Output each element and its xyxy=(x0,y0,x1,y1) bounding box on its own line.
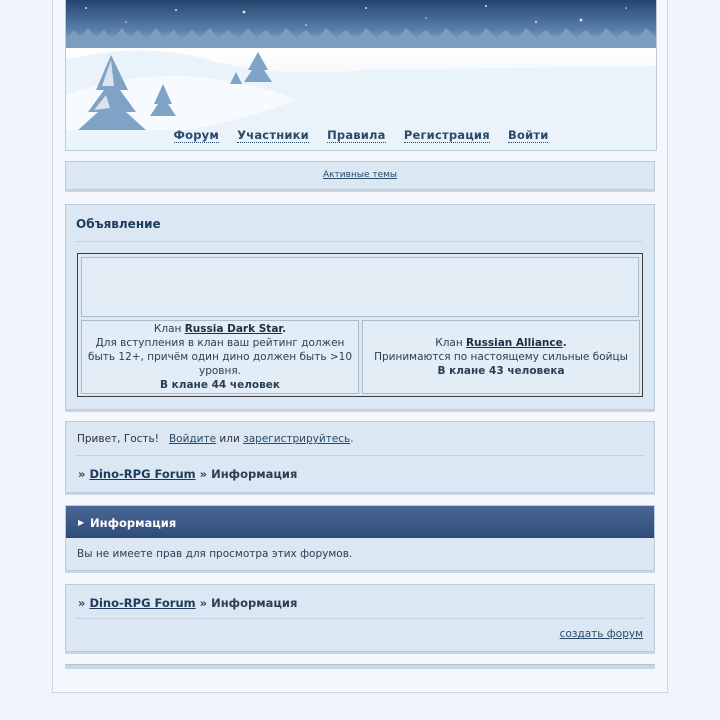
forum-header-banner xyxy=(65,0,657,151)
information-header-bar xyxy=(66,506,654,538)
login-link[interactable]: Войдите xyxy=(168,433,217,445)
bottom-divider xyxy=(65,664,655,669)
announcement-panel xyxy=(65,204,655,410)
nav-login-link[interactable]: Войти xyxy=(508,128,549,142)
clan-cell-russian-alliance xyxy=(362,320,640,394)
period-text: . xyxy=(350,433,354,445)
breadcrumb xyxy=(78,467,297,481)
information-panel xyxy=(65,505,655,571)
footer-panel xyxy=(65,584,655,652)
clan-heading xyxy=(363,336,639,350)
divider xyxy=(76,241,642,242)
divider xyxy=(76,618,644,619)
active-topics-panel xyxy=(65,161,655,190)
breadcrumb-separator: » xyxy=(78,596,90,610)
guest-greeting-panel xyxy=(65,421,655,493)
announcement-table xyxy=(77,253,643,397)
breadcrumb-current: » Информация xyxy=(195,467,298,481)
breadcrumb-forum-link[interactable]: Dino-RPG Forum xyxy=(89,596,196,610)
announcement-empty-cell xyxy=(81,257,639,317)
active-topics-link[interactable]: Активные темы xyxy=(322,170,398,180)
breadcrumb-forum-link[interactable]: Dino-RPG Forum xyxy=(89,467,196,481)
or-text: или xyxy=(216,433,244,445)
nav-register-link[interactable]: Регистрация xyxy=(403,128,490,142)
create-forum-link[interactable]: создать форум xyxy=(559,628,643,640)
clan-prefix: Клан xyxy=(153,323,185,335)
announcement-title: Объявление xyxy=(76,217,161,231)
divider xyxy=(76,455,644,456)
clan-member-count: В клане 43 человека xyxy=(437,365,565,377)
clan-heading xyxy=(82,322,358,336)
nav-rules-link[interactable]: Правила xyxy=(327,128,386,142)
guest-greeting xyxy=(77,433,354,445)
nav-members-link[interactable]: Участники xyxy=(237,128,309,142)
main-navigation xyxy=(66,128,656,142)
register-link[interactable]: зарегистрируйтесь xyxy=(243,433,351,445)
clan-dot: . xyxy=(562,337,567,349)
clan-prefix: Клан xyxy=(435,337,467,349)
breadcrumb-current: » Информация xyxy=(195,596,298,610)
nav-forum-link[interactable]: Форум xyxy=(173,128,219,142)
clan-requirements: Для вступления в клан ваш рейтинг должен быть 12+, причём один дино должен быть >10 уровня. xyxy=(87,337,353,377)
clan-member-count: В клане 44 человек xyxy=(160,379,280,391)
greeting-text: Привет, Гость! xyxy=(77,433,159,445)
arrow-right-icon: ▶ xyxy=(78,518,85,527)
clan-cell-russia-dark-star xyxy=(81,320,359,394)
clan-link-russian-alliance[interactable]: Russian Alliance xyxy=(466,337,563,349)
information-title: Информация xyxy=(90,516,177,530)
clan-requirements: Принимаются по настоящему сильные бойцы xyxy=(374,351,628,363)
no-permission-message: Вы не имеете прав для просмотра этих форумов. xyxy=(77,548,353,560)
breadcrumb xyxy=(78,596,297,610)
clan-dot: . xyxy=(282,323,287,335)
clan-link-russia-dark-star[interactable]: Russia Dark Star xyxy=(184,323,283,335)
breadcrumb-separator: » xyxy=(78,467,90,481)
